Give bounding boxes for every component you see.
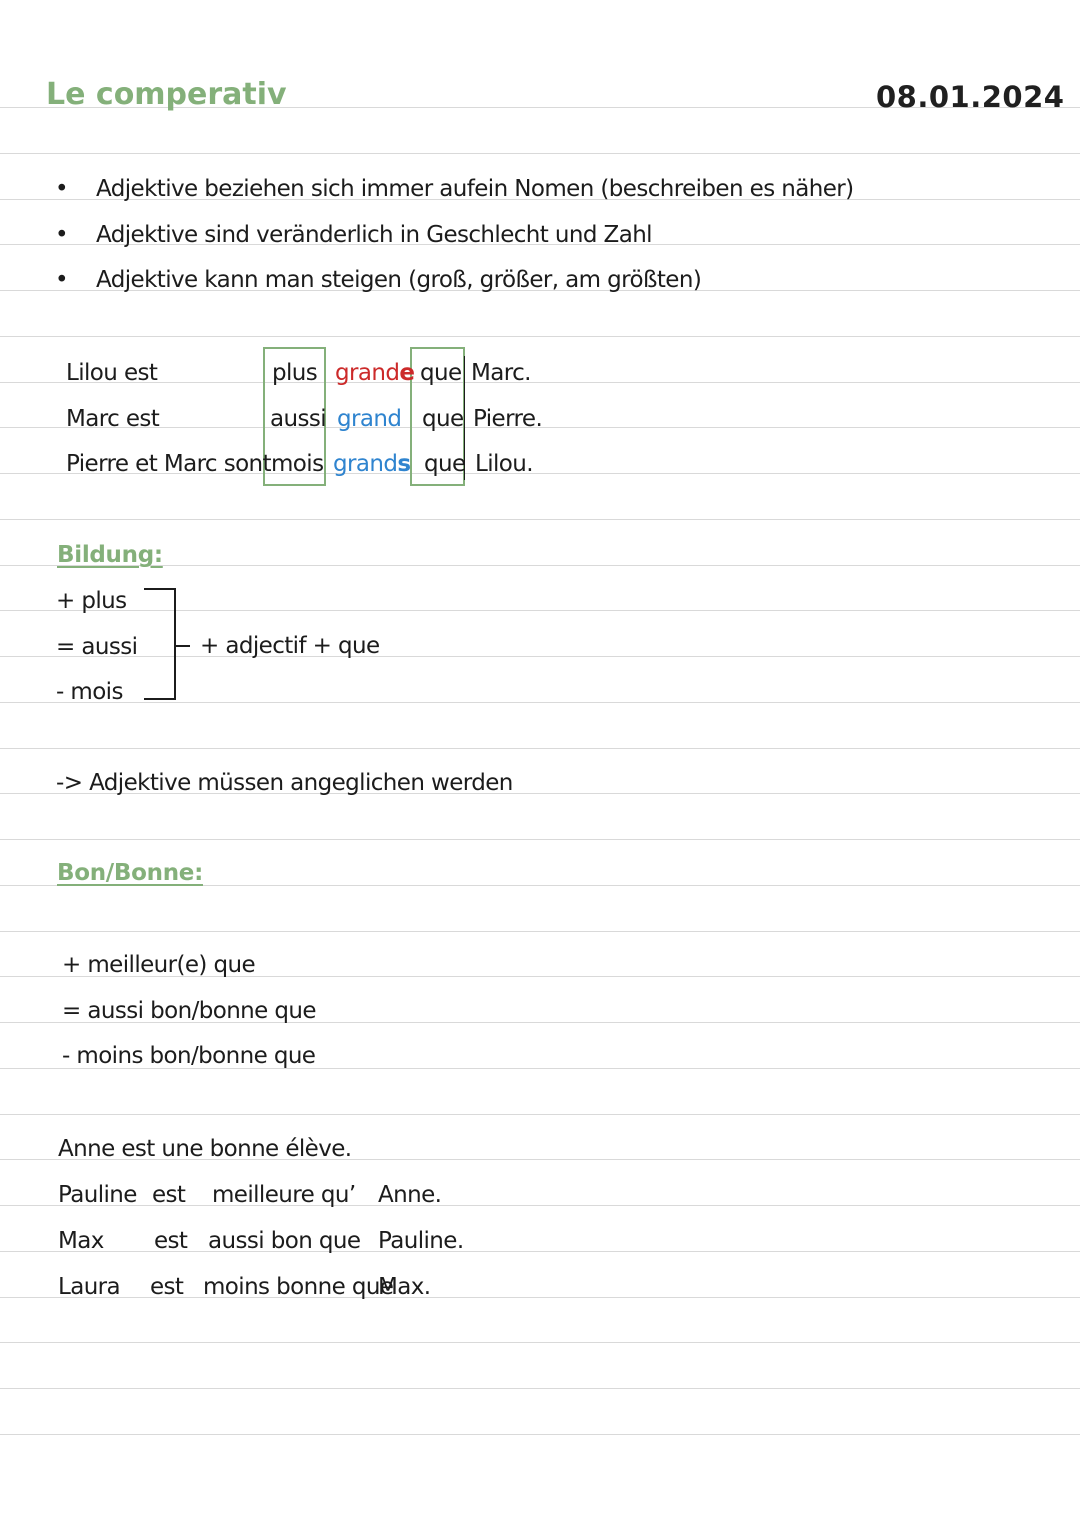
example-object: Pierre.	[473, 406, 543, 432]
example-que: que	[424, 451, 466, 477]
example-object: Lilou.	[475, 451, 533, 477]
example-object: Marc.	[471, 360, 531, 386]
bon-item: = aussi bon/bonne que	[62, 998, 316, 1024]
bullet-marker: •	[55, 222, 68, 248]
sentence-comparison: moins bonne que	[203, 1274, 394, 1300]
sentence-intro: Anne est une bonne élève.	[58, 1136, 352, 1162]
example-subject: Marc est	[66, 406, 160, 432]
example-adjective: grande	[335, 360, 415, 386]
bildung-heading: Bildung:	[57, 542, 163, 568]
sentence-object: Max.	[378, 1274, 431, 1300]
note: -> Adjektive müssen angeglichen werden	[56, 770, 513, 796]
sentence-verb: est	[154, 1228, 188, 1254]
sentence-subject: Laura	[58, 1274, 121, 1300]
bildung-item: = aussi	[56, 634, 138, 660]
bon-item: + meilleur(e) que	[62, 952, 256, 978]
bildung-item: - mois	[56, 679, 123, 705]
sentence-object: Pauline.	[378, 1228, 464, 1254]
example-que: que	[422, 406, 464, 432]
example-adjective: grands	[333, 451, 411, 477]
sentence-verb: est	[152, 1182, 186, 1208]
bon-heading: Bon/Bonne:	[57, 860, 203, 886]
sentence-subject: Max	[58, 1228, 104, 1254]
page-title: Le comperativ	[46, 77, 287, 112]
bullet-item: Adjektive sind veränderlich in Geschlecht und Zahl	[96, 222, 652, 248]
example-subject: Lilou est	[66, 360, 158, 386]
bullet-marker: •	[55, 176, 68, 202]
example-subject: Pierre et Marc sont	[66, 451, 271, 477]
bullet-item: Adjektive kann man steigen (groß, größer, am größten)	[96, 267, 702, 293]
sentence-subject: Pauline	[58, 1182, 137, 1208]
page-date: 08.01.2024	[876, 80, 1065, 114]
example-comparator: mois	[271, 451, 324, 477]
example-que: que	[420, 360, 462, 386]
bildung-item: + plus	[56, 588, 127, 614]
example-comparator: plus	[272, 360, 318, 386]
bullet-item: Adjektive beziehen sich immer aufein Nomen (beschreiben es näher)	[96, 176, 854, 202]
sentence-comparison: meilleure qu’	[212, 1182, 356, 1208]
example-comparator: aussi	[270, 406, 327, 432]
sentence-object: Anne.	[378, 1182, 442, 1208]
bildung-result: + adjectif + que	[200, 633, 380, 659]
bon-item: - moins bon/bonne que	[62, 1043, 316, 1069]
sentence-comparison: aussi bon que	[208, 1228, 361, 1254]
bullet-marker: •	[55, 267, 68, 293]
example-adjective: grand	[337, 406, 402, 432]
sentence-verb: est	[150, 1274, 184, 1300]
